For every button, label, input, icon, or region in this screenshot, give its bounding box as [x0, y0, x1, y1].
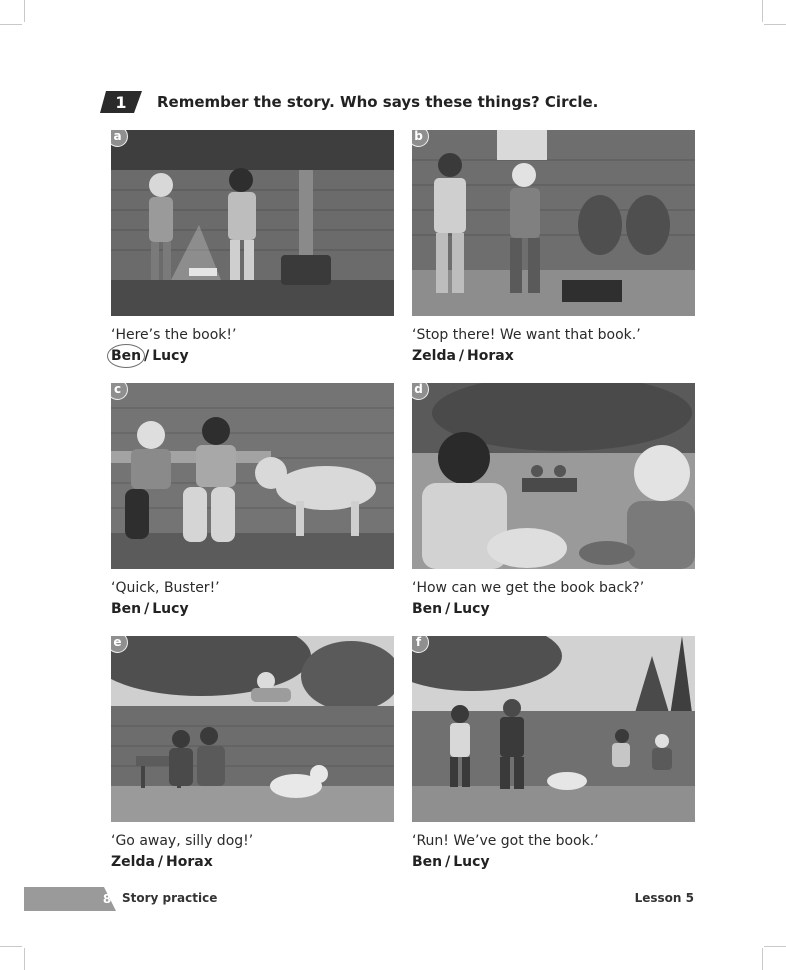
answer-options: [111, 598, 394, 620]
crop-mark: [762, 0, 763, 22]
item-quote: ‘How can we get the book back?’: [412, 580, 645, 596]
answer-option[interactable]: Horax: [166, 854, 213, 870]
story-picture-d: [412, 383, 695, 569]
exercise-number: 1: [115, 93, 127, 112]
story-picture-b: [412, 130, 695, 316]
item-letter-badge: d: [412, 383, 429, 400]
item-letter-badge: b: [412, 130, 429, 147]
answer-options: [412, 851, 695, 873]
footer-lesson-label: Lesson 5: [634, 891, 694, 905]
page-number: 8: [102, 892, 112, 906]
answer-options: [111, 345, 394, 367]
answer-option[interactable]: Lucy: [453, 601, 490, 617]
exercise-instruction: Remember the story. Who says these things? Circle.: [157, 93, 599, 111]
item-quote: ‘Go away, silly dog!’: [111, 833, 254, 849]
story-picture-c: [111, 383, 394, 569]
answer-options: [111, 851, 394, 873]
crop-mark: [24, 0, 25, 22]
item-letter-badge: a: [111, 130, 128, 147]
answer-option[interactable]: Horax: [467, 348, 514, 364]
answer-option[interactable]: Zelda: [412, 348, 456, 364]
option-separator: /: [445, 601, 451, 617]
item-quote: ‘Run! We’ve got the book.’: [412, 833, 599, 849]
option-separator: /: [445, 854, 451, 870]
item-letter-badge: c: [111, 383, 128, 400]
option-separator: /: [144, 601, 150, 617]
crop-mark: [24, 948, 25, 970]
story-item-d: [412, 383, 695, 620]
option-separator: /: [157, 854, 164, 870]
crop-mark: [0, 946, 22, 947]
story-item-c: [111, 383, 394, 620]
answer-option[interactable]: Ben: [412, 601, 443, 617]
answer-option-circled[interactable]: Ben: [111, 345, 141, 367]
story-item-e: [111, 636, 394, 873]
answer-options: [412, 345, 695, 367]
answer-option[interactable]: Lucy: [152, 348, 189, 364]
crop-mark: [764, 946, 786, 947]
answer-option[interactable]: Lucy: [152, 601, 189, 617]
item-letter-badge: e: [111, 636, 128, 653]
exercise-header: [100, 90, 700, 114]
item-quote: ‘Quick, Buster!’: [111, 580, 220, 596]
option-separator: /: [458, 348, 465, 364]
story-picture-e: [111, 636, 394, 822]
story-picture-a: [111, 130, 394, 316]
story-item-b: [412, 130, 695, 367]
story-item-f: [412, 636, 695, 873]
page-number-tab: [24, 887, 116, 911]
exercise-number-badge: [100, 91, 142, 113]
answer-options: [412, 598, 695, 620]
footer-section-title: Story practice: [122, 891, 218, 905]
crop-mark: [0, 24, 22, 25]
answer-option[interactable]: Zelda: [111, 854, 155, 870]
item-quote: ‘Stop there! We want that book.’: [412, 327, 641, 343]
crop-mark: [764, 24, 786, 25]
story-picture-f: [412, 636, 695, 822]
option-separator: /: [144, 348, 150, 364]
crop-mark: [762, 948, 763, 970]
story-item-a: [111, 130, 394, 367]
answer-option[interactable]: Lucy: [453, 854, 490, 870]
item-letter-badge: f: [412, 636, 429, 653]
answer-option[interactable]: Ben: [111, 601, 142, 617]
answer-option[interactable]: Ben: [412, 854, 443, 870]
item-quote: ‘Here’s the book!’: [111, 327, 237, 343]
